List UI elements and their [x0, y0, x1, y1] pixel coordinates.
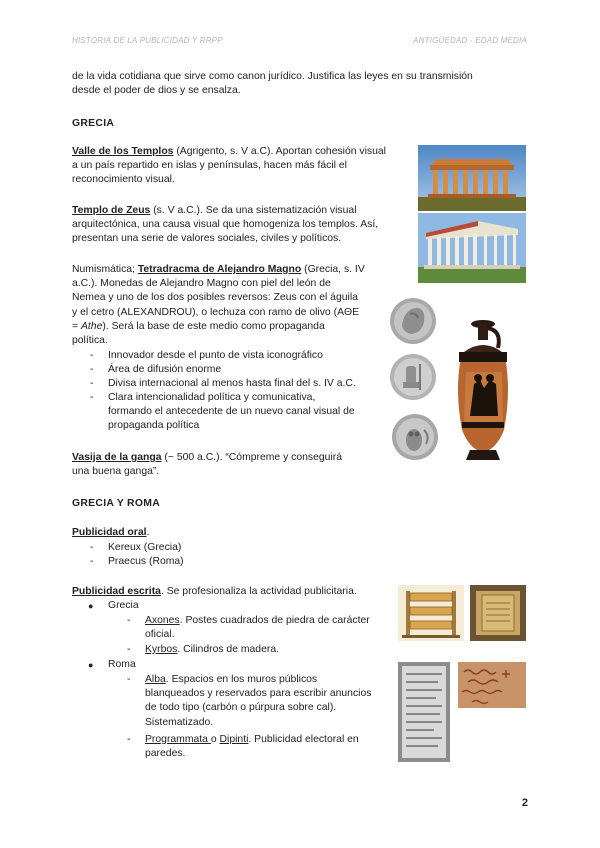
paragraph-templo-zeus: Templo de Zeus (s. V a.C.). Se da una sistematización visual arquitectónica, una causa visual que homogeniza los templos. Así, presentan una serie de valores sociales, civiles y políticos.: [72, 205, 379, 245]
term-vasija-ganga: Vasija de la ganga: [72, 452, 162, 463]
list-item-kyrbos: Kyrbos. Cilindros de madera.: [145, 644, 279, 655]
list-item: Innovador desde el punto de vista iconográfico: [108, 350, 323, 361]
list-item-axones: Axones. Postes cuadrados de piedra de carácter oficial.: [145, 615, 370, 641]
term-publicidad-oral: Publicidad oral: [72, 527, 147, 538]
intro-paragraph: de la vida cotidiana que sirve como canon jurídico. Justifica las leyes en su transmisión desde el poder de dios y se ensalza.: [72, 71, 473, 97]
list-item: Praecus (Roma): [108, 556, 184, 567]
valle-templos-photo: [418, 145, 526, 211]
list-item: Kereux (Grecia): [108, 542, 182, 553]
kyrbos-illustration: [470, 585, 526, 641]
list-item: Clara intencionalidad política y comunicativa, formando el antecedente de un nuevo canal visual de propaganda política: [108, 392, 355, 432]
list-item-roma: Roma: [108, 659, 136, 670]
alba-inscription-photo: [398, 662, 450, 762]
programmata-wall-photo: [458, 662, 526, 708]
templo-zeus-photo: [418, 213, 526, 283]
paragraph-publicidad-oral: Publicidad oral.: [72, 527, 150, 538]
paragraph-valle-templos: Valle de los Templos (Agrigento, s. V a.C). Aportan cohesión visual a un país repartido en islas y penínsulas, hacen más fácil el reconocimiento visual.: [72, 146, 386, 186]
running-header-right: ANTIGÜEDAD - EDAD MEDIA: [413, 36, 527, 45]
paragraph-publicidad-escrita: Publicidad escrita. Se profesionaliza la actividad publicitaria.: [72, 586, 357, 597]
vasija-ganga-photo: [446, 318, 520, 464]
list-item-grecia: Grecia: [108, 600, 139, 611]
axones-illustration: [398, 585, 464, 641]
paragraph-vasija-ganga: Vasija de la ganga (~ 500 a.C.). “Cómpreme y conseguirá una buena ganga”.: [72, 452, 342, 478]
coin-alexander-photo: [388, 296, 438, 346]
term-tetradracma: Tetradracma de Alejandro Magno: [137, 264, 302, 275]
bullet-dot: ●: [88, 601, 94, 611]
term-templo-zeus: Templo de Zeus: [72, 205, 151, 216]
coin-owl-photo: [390, 412, 440, 462]
page-number: 2: [521, 797, 528, 809]
list-item: Divisa internacional al menos hasta final del s. IV a.C.: [108, 378, 356, 389]
paragraph-numismatica: Numismática; Tetradracma de Alejandro Magno (Grecia, s. IV a.C.). Monedas de Alejandro Magno con piel del león de Nemea y uno de los dos posibles reversos: Zeus con el águila y el cetro (ALEXANDROU), o lechuza con ramo de olivo (AΘE = Athe). Será la base de este medio como propaganda política.: [72, 264, 365, 347]
coin-zeus-photo: [388, 352, 438, 402]
heading-grecia-roma: GRECIA Y ROMA: [72, 498, 160, 509]
running-header-left: HISTORIA DE LA PUBLICIDAD Y RRPP: [72, 36, 223, 45]
list-item-programmata: Programmata o Dipinti. Publicidad electoral en paredes.: [145, 734, 359, 760]
term-valle-templos: Valle de los Templos: [72, 146, 174, 157]
list-item: Área de difusión enorme: [108, 364, 222, 375]
bullet-dot: ●: [88, 660, 94, 670]
list-item-alba: Alba. Espacios en los muros públicos blanqueados y reservados para escribir anuncios de todo tipo (carbón o púrpura sobre cal). Sistematizado.: [145, 674, 372, 728]
heading-grecia: GRECIA: [72, 118, 115, 129]
term-publicidad-escrita: Publicidad escrita: [72, 586, 161, 597]
